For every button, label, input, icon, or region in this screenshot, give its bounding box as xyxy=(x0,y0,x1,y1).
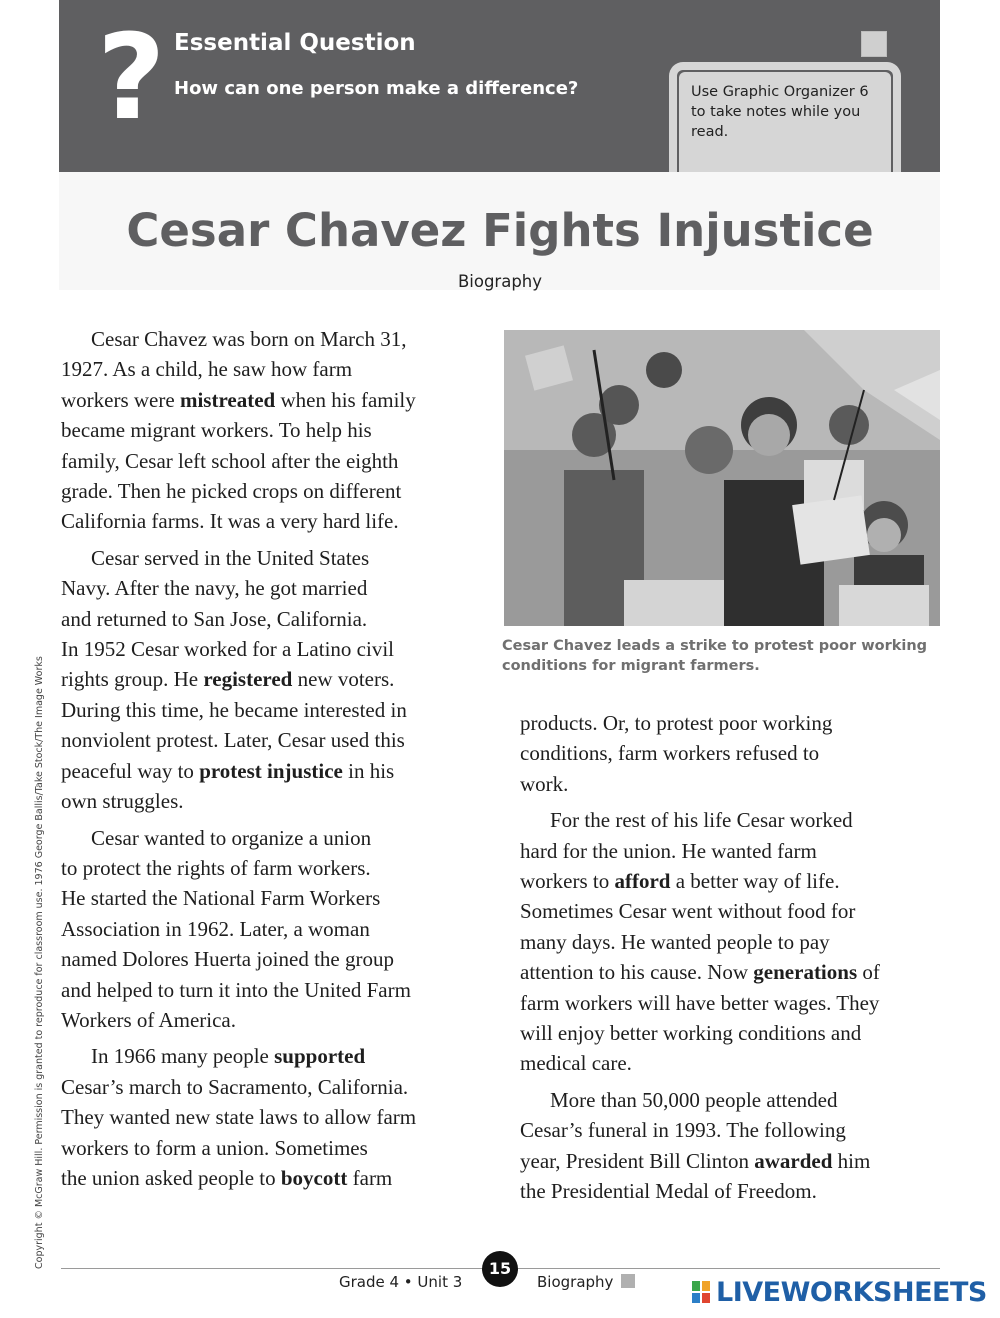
text-line: own struggles. xyxy=(61,789,184,814)
liveworksheets-logo-icon xyxy=(692,1281,710,1303)
text-line: the union asked people to xyxy=(61,1165,281,1190)
text-line: to protect the rights of farm workers. xyxy=(61,855,371,880)
text-line: hard for the union. He wanted farm xyxy=(520,838,817,863)
text-line: Cesar served in the United States xyxy=(91,545,370,570)
text-line: and helped to turn it into the United Farm xyxy=(61,977,411,1002)
paragraph-1 xyxy=(61,324,491,537)
text-line: in his xyxy=(342,758,395,783)
text-line: Association in 1962. Later, a woman xyxy=(61,916,370,941)
corner-square-marker xyxy=(861,31,887,57)
text-line: when his family xyxy=(275,387,416,412)
text-line: Sometimes Cesar went without food for xyxy=(520,899,856,924)
article-genre: Biography xyxy=(457,272,543,291)
text-line: the Presidential Medal of Freedom. xyxy=(520,1179,817,1204)
vocab-word-mistreated: mistreated xyxy=(179,387,276,412)
vocab-word-registered: registered xyxy=(203,667,293,692)
text-line: They wanted new state laws to allow farm xyxy=(61,1105,417,1130)
vocab-word-protest-injustice: protest injustice xyxy=(199,758,343,783)
paragraph-5 xyxy=(520,805,950,1079)
text-line: In 1952 Cesar worked for a Latino civil xyxy=(61,637,394,662)
text-line: nonviolent protest. Later, Cesar used this xyxy=(61,728,405,753)
text-line: Cesar’s march to Sacramento, California. xyxy=(61,1074,409,1099)
footer-grade-unit: Grade 4 • Unit 3 xyxy=(339,1273,463,1291)
text-line: a better way of life. xyxy=(670,869,840,894)
vocab-word-boycott: boycott xyxy=(280,1165,348,1190)
text-line: year, President Bill Clinton xyxy=(520,1148,755,1173)
text-line: Cesar Chavez was born on March 31, xyxy=(91,327,407,351)
liveworksheets-brand[interactable]: LIVEWORKSHEETS xyxy=(716,1277,987,1308)
text-line: him xyxy=(832,1148,871,1173)
text-line: rights group. He xyxy=(61,667,204,692)
text-line: For the rest of his life Cesar worked xyxy=(550,808,853,833)
text-line: medical care. xyxy=(520,1051,632,1076)
text-line: grade. Then he picked crops on different xyxy=(61,479,402,504)
text-line: attention to his cause. Now xyxy=(520,960,754,985)
text-line: and returned to San Jose, California. xyxy=(61,606,368,631)
paragraph-4 xyxy=(61,1041,491,1193)
text-line: Workers of America. xyxy=(61,1007,236,1032)
text-line: Navy. After the navy, he got married xyxy=(61,576,368,601)
text-line: Cesar wanted to organize a union xyxy=(91,825,372,850)
article-title: Cesar Chavez Fights Injustice xyxy=(126,204,874,257)
text-line: farm workers will have better wages. They xyxy=(520,990,880,1015)
text-line: many days. He wanted people to pay xyxy=(520,929,830,954)
text-line: More than 50,000 people attended xyxy=(550,1087,838,1112)
text-line: named Dolores Huerta joined the group xyxy=(61,947,394,972)
text-line: became migrant workers. To help his xyxy=(61,418,372,443)
essential-question-text: How can one person make a difference? xyxy=(174,78,579,99)
text-line: In 1966 many people xyxy=(91,1044,275,1069)
graphic-organizer-note: Use Graphic Organizer 6 to take notes while you read. xyxy=(679,72,891,172)
question-mark-icon: ? xyxy=(97,8,166,146)
text-line: workers were xyxy=(61,387,180,412)
vocab-word-afford: afford xyxy=(614,869,671,894)
essential-question-band xyxy=(59,0,940,172)
copyright-notice: Copyright © McGraw Hill. Permission is granted to reproduce for classroom use. 1976 George Ballis/Take Stock/The Image Works xyxy=(34,656,45,1269)
text-line: workers to xyxy=(520,869,615,894)
text-line: farm xyxy=(347,1165,393,1190)
cesar-chavez-protest-photo xyxy=(504,330,940,626)
footer-square-marker xyxy=(621,1274,635,1288)
text-line: During this time, he became interested in xyxy=(61,697,407,722)
vocab-word-generations: generations xyxy=(753,960,858,985)
text-line: 1927. As a child, he saw how farm xyxy=(61,357,353,382)
article-left-column xyxy=(61,324,491,1199)
text-line: Cesar’s funeral in 1993. The following xyxy=(520,1118,846,1143)
text-line: conditions, farm workers refused to xyxy=(520,741,820,766)
text-line: workers to form a union. Sometimes xyxy=(61,1135,368,1160)
footer-genre: Biography xyxy=(537,1273,614,1291)
paragraph-2 xyxy=(61,543,491,817)
vocab-word-awarded: awarded xyxy=(754,1148,833,1173)
text-line: peaceful way to xyxy=(61,758,200,783)
text-line: work. xyxy=(520,771,569,796)
page-number: 15 xyxy=(482,1251,518,1287)
paragraph-3 xyxy=(61,823,491,1036)
text-line: new voters. xyxy=(292,667,395,692)
photo-caption: Cesar Chavez leads a strike to protest poor working conditions for migrant farmers. xyxy=(502,638,928,674)
photo-illustration xyxy=(504,330,940,626)
article-right-column xyxy=(520,708,950,1213)
essential-question-title: Essential Question xyxy=(174,30,416,56)
text-line: family, Cesar left school after the eighth xyxy=(61,448,399,473)
paragraph-4-continued xyxy=(520,708,950,799)
text-line: California farms. It was a very hard life. xyxy=(61,509,399,534)
vocab-word-supported: supported xyxy=(274,1044,366,1069)
paragraph-6 xyxy=(520,1085,950,1207)
text-line: will enjoy better working conditions and xyxy=(520,1021,862,1046)
text-line: products. Or, to protest poor working xyxy=(520,711,833,735)
text-line: of xyxy=(857,960,880,985)
text-line: He started the National Farm Workers xyxy=(61,886,381,911)
